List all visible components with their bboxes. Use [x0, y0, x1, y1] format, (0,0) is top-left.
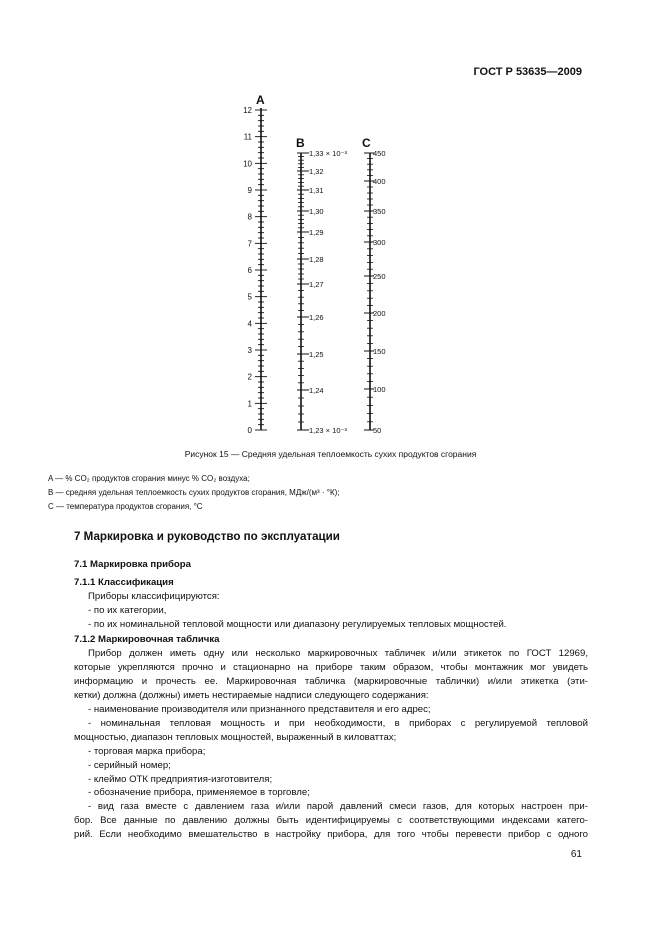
list-item: - торговая марка прибора;: [88, 745, 206, 757]
paragraph-line: рий. Если необходимо вмешательство в настройку прибора, для того чтобы перевести прибор с одного: [74, 829, 588, 841]
scale-b-tick-label: 1,30: [309, 207, 324, 216]
scale-a-tick-label: 7: [247, 239, 252, 249]
scale-b-tick-label: 1,24: [309, 386, 324, 395]
list-item: - наименование производителя или признанного представителя и его адрес;: [88, 703, 431, 715]
paragraph-line: Прибор должен иметь одну или несколько маркировочных табличек и/или этикеток по ГОСТ 12969,: [88, 648, 588, 660]
paragraph-line: бор. Все данные по давлению должны быть идентифицируемы с соответствующими индексами катего-: [74, 815, 588, 827]
paragraph-line: которые укрепляются прочно и стационарно на приборе таким образом, чтобы монтажник мог увидеть: [74, 662, 588, 674]
scale-b-label: B: [296, 136, 305, 150]
figure-caption: Рисунок 15 — Средняя удельная теплоемкость сухих продуктов сгорания: [184, 449, 477, 459]
scale-a-tick-label: 3: [247, 346, 252, 355]
scale-b-tick-label: 1,32: [309, 167, 324, 176]
scale-c-tick-label: 350: [373, 207, 386, 216]
list-item: - серийный номер;: [88, 759, 171, 771]
subsection-7-1: 7.1 Маркировка прибора: [74, 558, 191, 570]
scale-b-tick-label: 1,27: [309, 280, 324, 289]
scale-a-tick-label: 12: [243, 106, 252, 115]
scale-c-tick-label: 100: [373, 385, 386, 394]
section-7: [74, 530, 588, 842]
list-item: - по их категории,: [88, 604, 167, 616]
scale-c-tick-label: 250: [373, 272, 386, 281]
nomogram-figure: [0, 0, 661, 445]
legend-b: B — средняя удельная теплоемкость сухих продуктов сгорания, МДж/(м³ · °К);: [48, 488, 340, 497]
scale-a-tick-label: 2: [247, 372, 252, 382]
subsection-7-1-2: 7.1.2 Маркировочная табличка: [74, 634, 220, 646]
document-header: ГОСТ Р 53635—2009: [473, 66, 582, 78]
scale-a-tick-label: 5: [247, 292, 252, 302]
scale-c-tick-label: 300: [373, 238, 386, 247]
section-title: 7 Маркировка и руководство по эксплуатации: [74, 530, 340, 543]
scale-a-tick-label: 4: [247, 319, 252, 329]
scale-c-tick-label: 400: [373, 177, 386, 186]
scale-a-tick-label: 10: [243, 159, 252, 169]
scale-a-tick-label: 0: [247, 426, 252, 435]
scale-b-tick-label: 1,28: [309, 255, 324, 264]
scale-c-label: C: [362, 136, 371, 150]
legend-c: C — температура продуктов сгорания, °С: [48, 502, 203, 511]
scale-c-tick-label: 450: [373, 149, 386, 158]
list-item: - номинальная тепловая мощность и при необходимости, в приборах с регулируемой тепловой: [88, 717, 588, 729]
classification-intro: Приборы классифицируются:: [88, 590, 220, 602]
paragraph-line: мощностью, диапазон тепловых мощностей, выраженный в киловаттах;: [74, 731, 397, 743]
paragraph-line: кетки) должна (должны) иметь нестираемые надписи следующего содержания:: [74, 690, 429, 702]
scale-c-tick-label: 200: [373, 309, 386, 318]
scale-a-tick-label: 1: [247, 399, 252, 409]
scale-b-tick-label: 1,25: [309, 350, 324, 359]
legend-a: A — % CO₂ продуктов сгорания минус % CO₂ воздуха;: [48, 474, 250, 483]
scale-b-tick-label: 1,33 × 10⁻³: [309, 149, 347, 158]
list-item: - вид газа вместе с давлением газа и/или парой давлений смеси газов, для которых настроен при-: [88, 801, 588, 813]
paragraph-line: информацию и прочесть ее. Маркировочная табличка (маркировочные таблички) и/или этикетка (эти-: [74, 676, 588, 688]
scale-c-tick-label: 150: [373, 347, 386, 356]
scale-a-label: A: [256, 93, 265, 107]
figure-legend: [48, 472, 340, 514]
scale-b-tick-label: 1,26: [309, 313, 324, 322]
scale-b-tick-label: 1,29: [309, 228, 324, 237]
page-number: 61: [570, 849, 582, 860]
list-item: - по их номинальной тепловой мощности или диапазону регулируемых тепловых мощностей.: [88, 618, 507, 630]
subsection-7-1-1: 7.1.1 Классификация: [74, 576, 174, 588]
scale-b-tick-label: 1,31: [309, 186, 324, 195]
scale-a-tick-label: 9: [247, 186, 252, 195]
scale-a-tick-label: 11: [243, 132, 252, 142]
scale-c-tick-label: 50: [373, 426, 382, 435]
scale-a-tick-label: 8: [247, 212, 252, 222]
scale-b-tick-label: 1,23 × 10⁻³: [309, 426, 347, 435]
scale-a-tick-label: 6: [247, 266, 252, 275]
list-item: - обозначение прибора, применяемое в торговле;: [88, 787, 310, 799]
list-item: - клеймо ОТК предприятия-изготовителя;: [88, 773, 273, 785]
